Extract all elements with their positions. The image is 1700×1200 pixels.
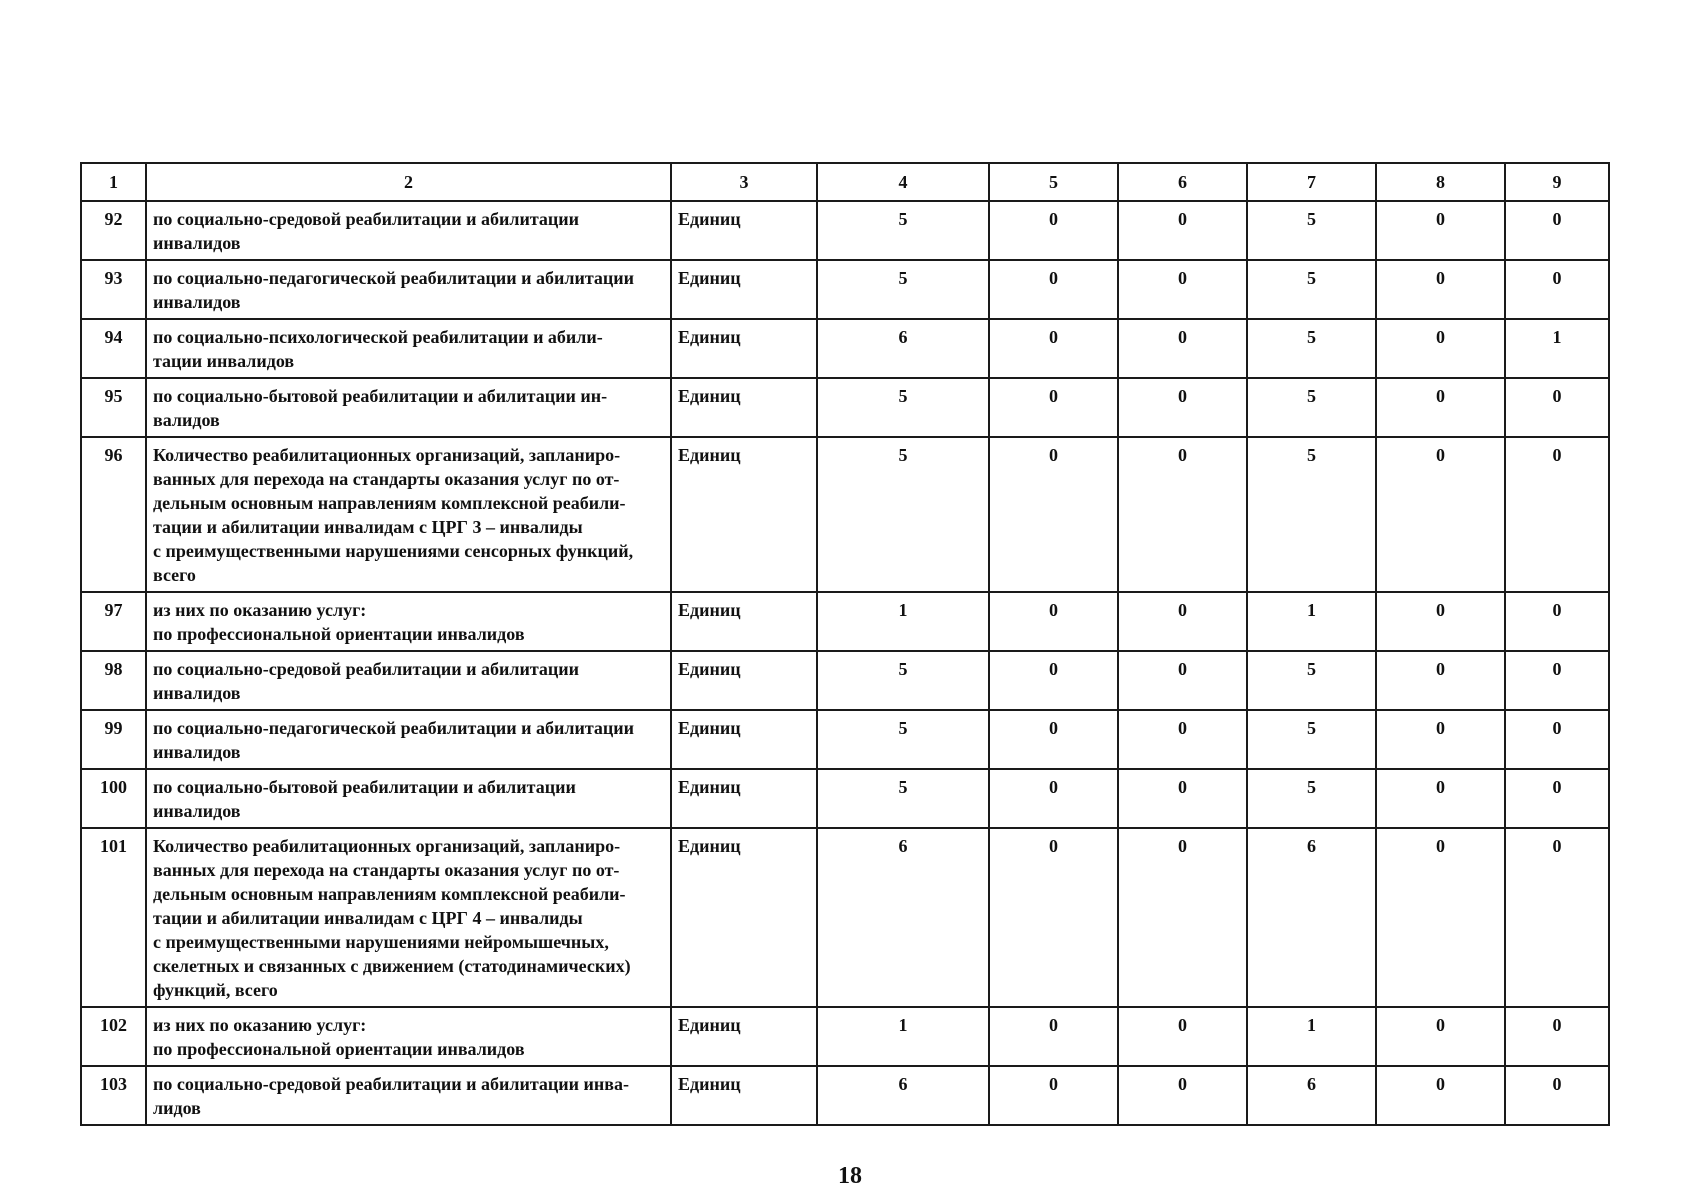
value-cell: 0	[1505, 1007, 1609, 1066]
value-cell: 1	[817, 1007, 989, 1066]
unit-cell: Единиц	[671, 592, 817, 651]
value-cell: 0	[1118, 710, 1247, 769]
indicator-name-text: по социально-бытовой реабилитации и абилитации инвалидов	[153, 777, 576, 821]
value-cell: 0	[989, 201, 1118, 260]
unit-cell: Единиц	[671, 710, 817, 769]
value-cell: 5	[817, 769, 989, 828]
row-number-cell: 100	[81, 769, 146, 828]
value-cell: 5	[817, 378, 989, 437]
table-row	[81, 1007, 1609, 1066]
value-cell: 0	[989, 828, 1118, 1007]
value-cell: 1	[817, 592, 989, 651]
column-number-cell: 5	[989, 163, 1118, 201]
table-row	[81, 201, 1609, 260]
value-cell: 0	[1118, 1007, 1247, 1066]
indicator-name-cell	[146, 437, 671, 592]
report-table	[80, 162, 1610, 1126]
value-cell: 0	[1118, 201, 1247, 260]
table-row	[81, 260, 1609, 319]
value-cell: 0	[1118, 769, 1247, 828]
value-cell: 0	[989, 260, 1118, 319]
value-cell: 0	[989, 651, 1118, 710]
indicator-name-text: по социально-психологической реабилитации и абили- тации инвалидов	[153, 327, 603, 371]
row-number-cell: 97	[81, 592, 146, 651]
indicator-name-text: по социально-педагогической реабилитации и абилитации инвалидов	[153, 268, 634, 312]
row-number-cell: 101	[81, 828, 146, 1007]
table-row	[81, 651, 1609, 710]
indicator-name-text: по социально-средовой реабилитации и абилитации инва- лидов	[153, 1074, 629, 1118]
value-cell: 0	[1118, 378, 1247, 437]
value-cell: 6	[1247, 828, 1376, 1007]
indicator-name-text: по социально-средовой реабилитации и абилитации инвалидов	[153, 659, 580, 703]
row-number-cell: 103	[81, 1066, 146, 1125]
value-cell: 0	[1505, 201, 1609, 260]
value-cell: 5	[1247, 260, 1376, 319]
document-page	[80, 162, 1608, 1126]
value-cell: 0	[989, 378, 1118, 437]
unit-cell: Единиц	[671, 201, 817, 260]
table-row	[81, 1066, 1609, 1125]
value-cell: 0	[1118, 828, 1247, 1007]
value-cell: 5	[1247, 378, 1376, 437]
row-number-cell: 102	[81, 1007, 146, 1066]
column-number-cell: 4	[817, 163, 989, 201]
indicator-name-text: Количество реабилитационных организаций, запланиро- ванных для перехода на стандарты оказания услуг по от- дельным основным направлениям комплексной реабили- тации и абилитации инвалидам с ЦРГ 3 – инвалиды с преимущественными нарушениями сенсорных функций, всего	[153, 445, 634, 585]
indicator-name-text: из них по оказанию услуг: по профессиональной ориентации инвалидов	[153, 600, 525, 644]
unit-cell: Единиц	[671, 378, 817, 437]
value-cell: 0	[989, 769, 1118, 828]
table-row	[81, 378, 1609, 437]
table-row	[81, 710, 1609, 769]
column-number-cell: 6	[1118, 163, 1247, 201]
unit-cell: Единиц	[671, 1066, 817, 1125]
value-cell: 5	[1247, 201, 1376, 260]
value-cell: 0	[1376, 710, 1505, 769]
value-cell: 5	[817, 201, 989, 260]
column-number-cell: 8	[1376, 163, 1505, 201]
value-cell: 0	[989, 1007, 1118, 1066]
value-cell: 0	[1376, 260, 1505, 319]
value-cell: 0	[1505, 260, 1609, 319]
value-cell: 0	[1118, 260, 1247, 319]
row-number-cell: 93	[81, 260, 146, 319]
unit-cell: Единиц	[671, 260, 817, 319]
row-number-cell: 94	[81, 319, 146, 378]
value-cell: 0	[1505, 651, 1609, 710]
indicator-name-cell	[146, 378, 671, 437]
value-cell: 5	[1247, 437, 1376, 592]
value-cell: 5	[1247, 769, 1376, 828]
value-cell: 1	[1247, 1007, 1376, 1066]
value-cell: 0	[1505, 592, 1609, 651]
value-cell: 0	[1376, 201, 1505, 260]
value-cell: 0	[1376, 828, 1505, 1007]
value-cell: 0	[1376, 651, 1505, 710]
value-cell: 0	[1505, 1066, 1609, 1125]
value-cell: 0	[1505, 769, 1609, 828]
row-number-cell: 99	[81, 710, 146, 769]
row-number-cell: 96	[81, 437, 146, 592]
value-cell: 0	[989, 1066, 1118, 1125]
row-number-cell: 95	[81, 378, 146, 437]
unit-cell: Единиц	[671, 769, 817, 828]
unit-cell: Единиц	[671, 437, 817, 592]
indicator-name-cell	[146, 651, 671, 710]
value-cell: 0	[1376, 378, 1505, 437]
value-cell: 6	[1247, 1066, 1376, 1125]
indicator-name-cell	[146, 1066, 671, 1125]
indicator-name-cell	[146, 319, 671, 378]
value-cell: 0	[1505, 378, 1609, 437]
value-cell: 5	[1247, 710, 1376, 769]
value-cell: 0	[1118, 651, 1247, 710]
indicator-name-text: по социально-средовой реабилитации и абилитации инвалидов	[153, 209, 580, 253]
indicator-name-cell	[146, 592, 671, 651]
table-row	[81, 319, 1609, 378]
row-number-cell: 92	[81, 201, 146, 260]
unit-cell: Единиц	[671, 1007, 817, 1066]
value-cell: 6	[817, 828, 989, 1007]
value-cell: 5	[817, 437, 989, 592]
value-cell: 0	[1118, 319, 1247, 378]
column-number-cell: 1	[81, 163, 146, 201]
value-cell: 0	[989, 437, 1118, 592]
unit-cell: Единиц	[671, 319, 817, 378]
table-row	[81, 437, 1609, 592]
value-cell: 6	[817, 1066, 989, 1125]
column-number-cell: 3	[671, 163, 817, 201]
indicator-name-text: по социально-бытовой реабилитации и абилитации ин- валидов	[153, 386, 608, 430]
indicator-name-text: по социально-педагогической реабилитации и абилитации инвалидов	[153, 718, 634, 762]
value-cell: 0	[1118, 592, 1247, 651]
unit-cell: Единиц	[671, 828, 817, 1007]
value-cell: 5	[817, 260, 989, 319]
value-cell: 0	[1118, 1066, 1247, 1125]
value-cell: 5	[1247, 651, 1376, 710]
indicator-name-cell	[146, 828, 671, 1007]
value-cell: 5	[1247, 319, 1376, 378]
indicator-name-text: Количество реабилитационных организаций, запланиро- ванных для перехода на стандарты оказания услуг по от- дельным основным направлениям комплексной реабили- тации и абилитации инвалидам с ЦРГ 4 – инвалиды с преимущественными нарушениями нейромышечных, скелетных и связанных с движением (статодинамических) функций, всего	[153, 836, 631, 1000]
indicator-name-cell	[146, 260, 671, 319]
indicator-name-cell	[146, 769, 671, 828]
value-cell: 5	[817, 710, 989, 769]
value-cell: 1	[1505, 319, 1609, 378]
indicator-name-text: из них по оказанию услуг: по профессиональной ориентации инвалидов	[153, 1015, 525, 1059]
value-cell: 0	[1118, 437, 1247, 592]
column-number-row	[81, 163, 1609, 201]
row-number-cell: 98	[81, 651, 146, 710]
column-number-cell: 7	[1247, 163, 1376, 201]
value-cell: 6	[817, 319, 989, 378]
indicator-name-cell	[146, 201, 671, 260]
value-cell: 0	[1376, 1066, 1505, 1125]
indicator-name-cell	[146, 710, 671, 769]
page-number: 18	[838, 1163, 862, 1189]
column-number-cell: 2	[146, 163, 671, 201]
value-cell: 5	[817, 651, 989, 710]
value-cell: 0	[989, 319, 1118, 378]
table-row	[81, 828, 1609, 1007]
value-cell: 0	[1505, 828, 1609, 1007]
value-cell: 0	[989, 592, 1118, 651]
value-cell: 0	[1376, 769, 1505, 828]
table-body	[81, 163, 1609, 1125]
value-cell: 0	[1376, 437, 1505, 592]
value-cell: 0	[1376, 1007, 1505, 1066]
value-cell: 0	[1376, 319, 1505, 378]
value-cell: 0	[1505, 437, 1609, 592]
indicator-name-cell	[146, 1007, 671, 1066]
table-row	[81, 592, 1609, 651]
table-row	[81, 769, 1609, 828]
value-cell: 0	[989, 710, 1118, 769]
column-number-cell: 9	[1505, 163, 1609, 201]
value-cell: 0	[1505, 710, 1609, 769]
value-cell: 1	[1247, 592, 1376, 651]
unit-cell: Единиц	[671, 651, 817, 710]
value-cell: 0	[1376, 592, 1505, 651]
